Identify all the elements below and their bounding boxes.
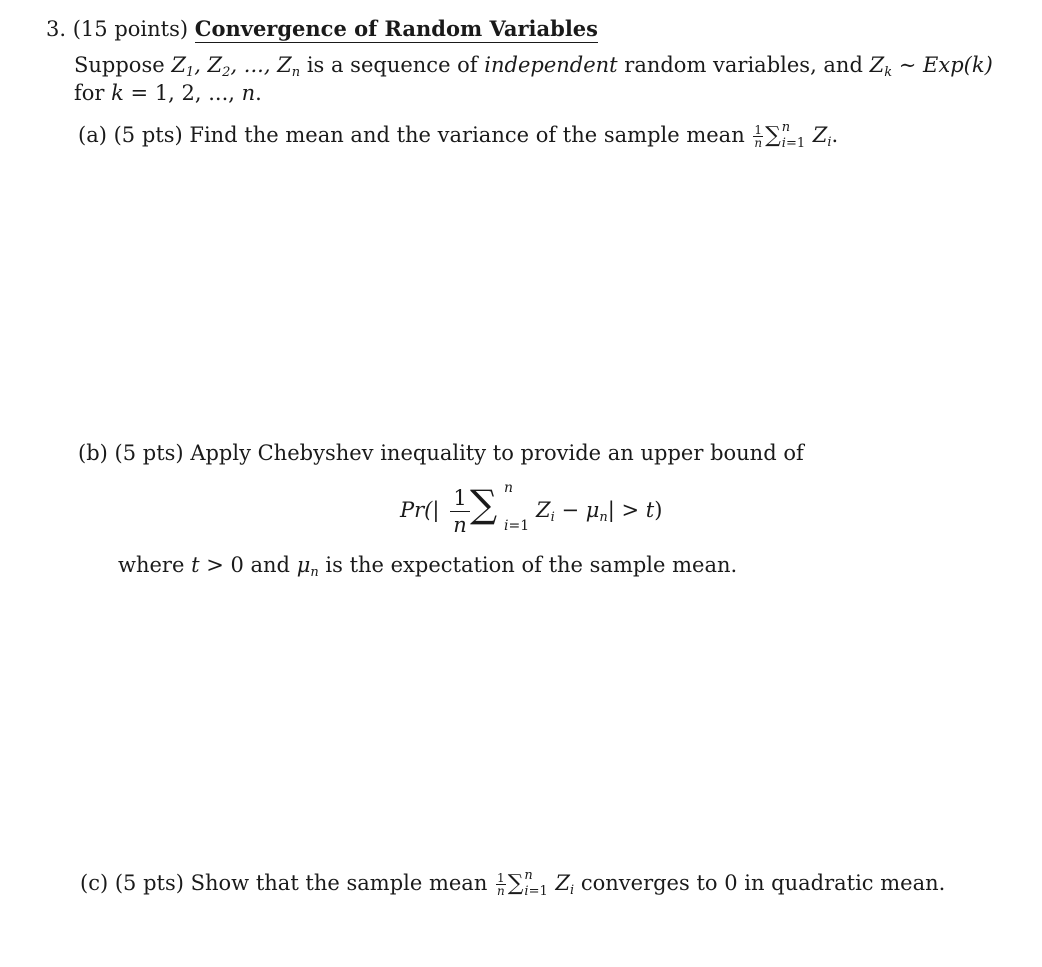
part-c-text-pre: Show that the sample mean	[190, 871, 488, 895]
exp-dist: Exp(k)	[923, 53, 993, 77]
intro-line-1: Suppose $Z_1$, $Z_2$, ..., $Z_n$ is a sequence of independent random variables, and $Z_k$ ∼ Exp(k)	[74, 53, 993, 80]
zk-dist: $Z_k$	[869, 53, 893, 80]
z-sequence: $Z_1$, $Z_2$, ..., $Z_n$	[171, 53, 301, 80]
intro-text-mid: is a sequence of	[300, 53, 485, 77]
sample-mean-expr: $\frac{1}{n}$ ∑ n i=1 $Z_i$.	[754, 120, 839, 151]
intro-text-post: random variables, and	[617, 53, 870, 77]
intro-range: for k = 1, 2, ..., n.	[74, 81, 262, 105]
intro-text: Suppose	[74, 53, 172, 77]
part-a-label: (a)	[78, 123, 107, 147]
part-b	[78, 440, 804, 466]
problem-points: (15 points)	[72, 17, 189, 41]
part-b-points: (5 pts)	[114, 441, 184, 465]
part-c	[80, 870, 945, 897]
part-a	[78, 122, 838, 149]
part-b-text: Apply Chebyshev inequality to provide an upper bound of	[190, 441, 804, 465]
part-b-label: (b)	[78, 441, 108, 465]
sample-mean-expr-c: $\frac{1}{n}$ ∑ n i=1 $Z_i$	[497, 868, 575, 899]
part-c-label: (c)	[80, 871, 109, 895]
part-b-where: where t > 0 and $\mu_n$ is the expectation of the sample mean.	[118, 553, 738, 580]
part-c-text-post: converges to 0 in quadratic mean.	[580, 871, 946, 895]
intro-line-2	[74, 80, 262, 106]
part-a-points: (5 pts)	[113, 123, 183, 147]
part-c-points: (5 pts)	[114, 871, 184, 895]
part-a-text: Find the mean and the variance of the sample mean	[189, 123, 745, 147]
problem-title: Convergence of Random Variables	[194, 16, 598, 41]
problem-number: 3.	[46, 17, 67, 41]
problem-header	[46, 16, 598, 42]
independent-emph: independent	[484, 53, 618, 77]
